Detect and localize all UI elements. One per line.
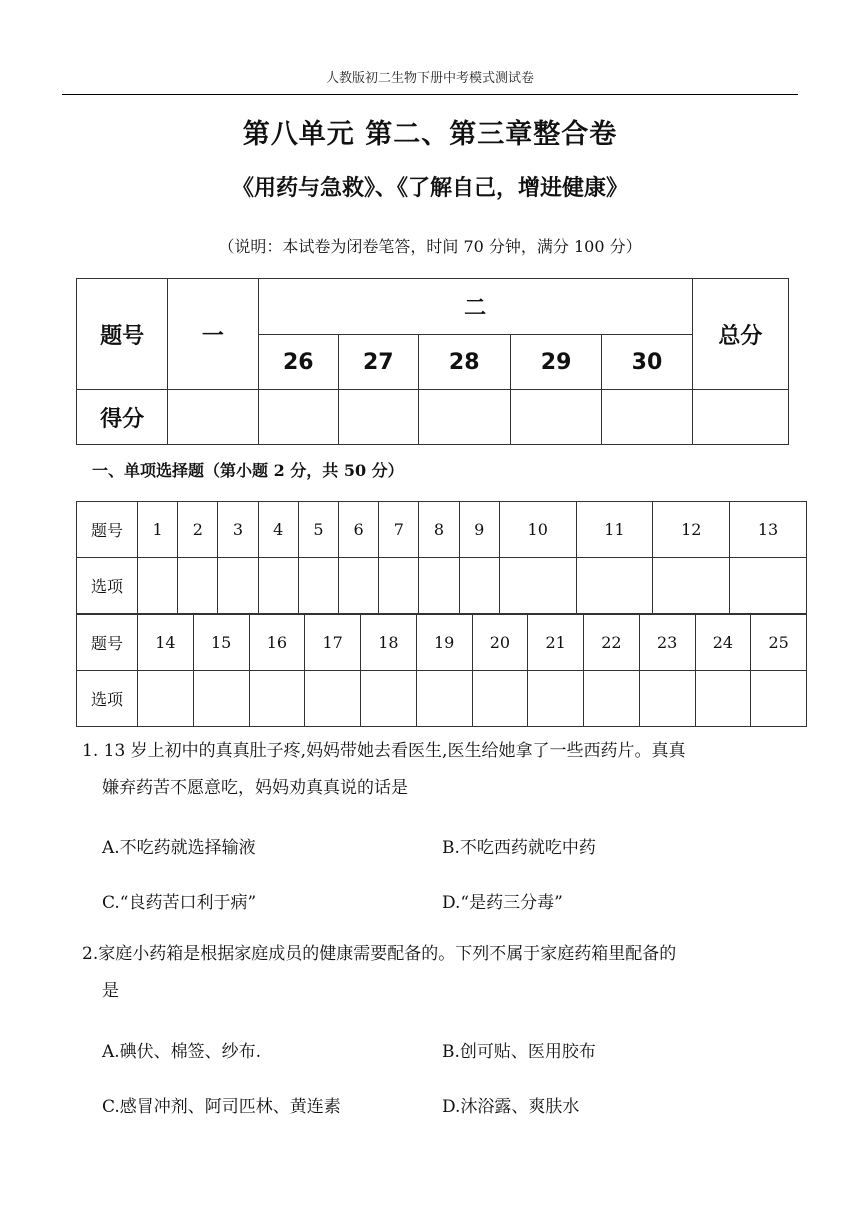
answer-label-tihao: 题号: [77, 502, 138, 558]
answer-number: 12: [653, 502, 730, 558]
question-2-option-d[interactable]: D.沐浴露、爽肤水: [442, 1097, 580, 1117]
answer-number: 4: [258, 502, 298, 558]
score-sub-28: 28: [418, 335, 510, 390]
answer-cell[interactable]: [472, 671, 528, 727]
answer-cell[interactable]: [178, 558, 218, 614]
answer-number: 11: [576, 502, 653, 558]
answer-cell[interactable]: [419, 558, 459, 614]
answer-cell[interactable]: [695, 671, 751, 727]
answer-label-xuanxiang: 选项: [77, 558, 138, 614]
page-header: 人教版初二生物下册中考模式测试卷: [62, 66, 798, 95]
score-sub-29: 29: [510, 335, 601, 390]
answer-cell[interactable]: [584, 671, 640, 727]
score-label-tihao: 题号: [77, 279, 168, 390]
answer-cell[interactable]: [730, 558, 807, 614]
answer-number: 10: [499, 502, 576, 558]
answer-number: 14: [138, 615, 194, 671]
exam-title: 第八单元 第二、第三章整合卷: [242, 119, 618, 150]
answer-label-xuanxiang: 选项: [77, 671, 138, 727]
question-2-line-2: 是: [102, 981, 119, 1001]
score-sub-30: 30: [602, 335, 692, 390]
answer-cell[interactable]: [218, 558, 258, 614]
question-1-line-2: 嫌弃药苦不愿意吃，妈妈劝真真说的话是: [102, 778, 408, 798]
score-sub-27: 27: [339, 335, 419, 390]
answer-table-1: [76, 501, 807, 614]
answer-number: 20: [472, 615, 528, 671]
answer-number: 22: [584, 615, 640, 671]
score-table: [76, 278, 789, 445]
answer-cell[interactable]: [528, 671, 584, 727]
question-2-option-b[interactable]: B.创可贴、医用胶布: [442, 1042, 596, 1062]
score-col-yi: 一: [168, 279, 258, 390]
answer-number: 3: [218, 502, 258, 558]
answer-number: 17: [305, 615, 361, 671]
score-label-defen: 得分: [77, 390, 168, 445]
score-sub-26: 26: [258, 335, 338, 390]
answer-cell[interactable]: [138, 558, 178, 614]
answer-table-2: [76, 614, 807, 727]
answer-cell[interactable]: [639, 671, 695, 727]
answer-number: 6: [339, 502, 379, 558]
answer-number: 5: [298, 502, 338, 558]
answer-number: 25: [751, 615, 807, 671]
answer-number: 7: [379, 502, 419, 558]
question-2-option-c[interactable]: C.感冒冲剂、阿司匹林、黄连素: [102, 1097, 341, 1117]
question-2-option-a[interactable]: A.碘伏、棉签、纱布.: [102, 1042, 262, 1062]
answer-number: 19: [416, 615, 472, 671]
answer-cell[interactable]: [298, 558, 338, 614]
answer-cell[interactable]: [249, 671, 305, 727]
answer-cell[interactable]: [751, 671, 807, 727]
answer-cell[interactable]: [138, 671, 194, 727]
answer-number: 13: [730, 502, 807, 558]
score-cell[interactable]: [339, 390, 419, 445]
answer-number: 16: [249, 615, 305, 671]
score-cell[interactable]: [258, 390, 338, 445]
score-col-total: 总分: [692, 279, 788, 390]
answer-number: 23: [639, 615, 695, 671]
question-1-option-b[interactable]: B.不吃西药就吃中药: [442, 838, 596, 858]
answer-cell[interactable]: [653, 558, 730, 614]
exam-subtitle: 《用药与急救》、《了解自己，增进健康》: [231, 176, 628, 201]
answer-cell[interactable]: [416, 671, 472, 727]
score-cell[interactable]: [602, 390, 692, 445]
answer-cell[interactable]: [499, 558, 576, 614]
score-cell[interactable]: [510, 390, 601, 445]
score-col-er: 二: [258, 279, 692, 335]
answer-cell[interactable]: [361, 671, 417, 727]
answer-number: 9: [459, 502, 499, 558]
question-1-option-d[interactable]: D.“是药三分毒”: [442, 893, 563, 913]
question-2-line-1: 2.家庭小药箱是根据家庭成员的健康需要配备的。下列不属于家庭药箱里配备的: [82, 944, 677, 964]
exam-note: （说明：本试卷为闭卷笔答，时间 70 分钟，满分 100 分）: [218, 237, 642, 256]
answer-number: 1: [138, 502, 178, 558]
answer-number: 18: [361, 615, 417, 671]
answer-cell[interactable]: [576, 558, 653, 614]
answer-number: 24: [695, 615, 751, 671]
answer-cell[interactable]: [339, 558, 379, 614]
answer-label-tihao: 题号: [77, 615, 138, 671]
question-1-option-a[interactable]: A.不吃药就选择输液: [102, 838, 256, 858]
answer-cell[interactable]: [258, 558, 298, 614]
section-heading: 一、单项选择题（第小题 2 分，共 50 分）: [92, 461, 404, 480]
score-cell[interactable]: [692, 390, 788, 445]
answer-number: 15: [193, 615, 249, 671]
answer-cell[interactable]: [193, 671, 249, 727]
question-1-option-c[interactable]: C.“良药苦口利于病”: [102, 893, 257, 913]
score-cell[interactable]: [418, 390, 510, 445]
answer-cell[interactable]: [379, 558, 419, 614]
answer-cell[interactable]: [305, 671, 361, 727]
score-cell[interactable]: [168, 390, 258, 445]
answer-number: 2: [178, 502, 218, 558]
question-1-line-1: 1. 13 岁上初中的真真肚子疼,妈妈带她去看医生,医生给她拿了一些西药片。真真: [82, 741, 686, 761]
answer-number: 8: [419, 502, 459, 558]
answer-cell[interactable]: [459, 558, 499, 614]
answer-number: 21: [528, 615, 584, 671]
